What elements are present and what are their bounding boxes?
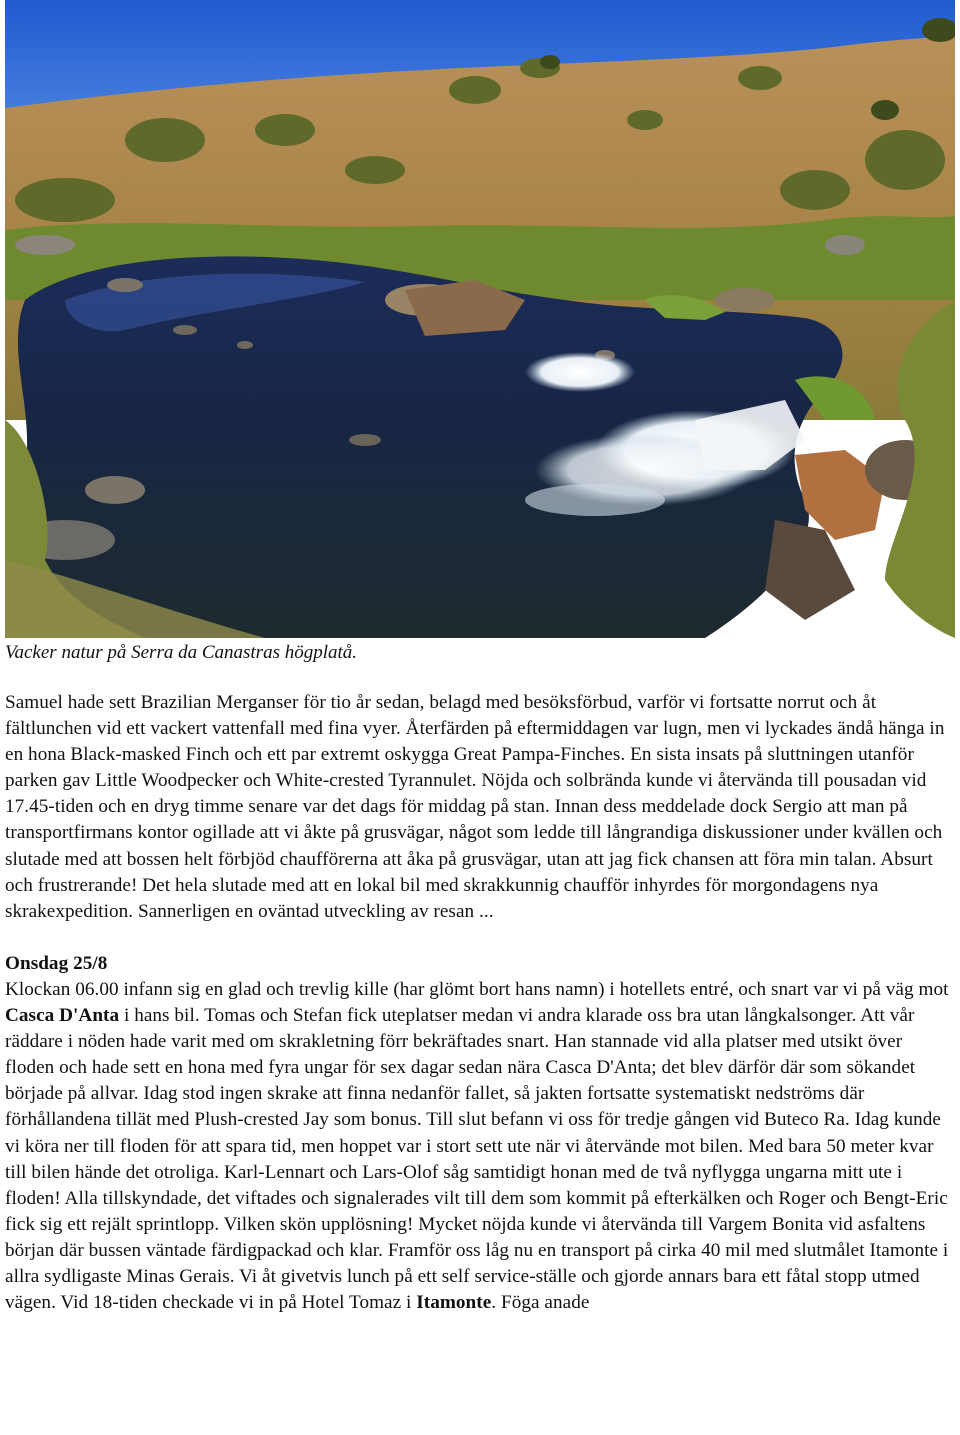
article-body (5, 690, 955, 1316)
place-casca-danta: Casca D'Anta (5, 1005, 120, 1027)
photo-caption: Vacker natur på Serra da Canastras högplatå. (5, 642, 358, 663)
landscape-photo (5, 0, 955, 638)
paragraph-1: Samuel hade sett Brazilian Merganser för tio år sedan, belagd med besöksförbud, varför vi fortsatte norrut och åt fältlunchen vid ett vackert vattenfall med fina vyer. Återfärden på eftermiddagen var lugn, men vi lyckades ändå hänga in en hona Black-masked Finch och ett par extremt oskygga Great Pampa-Finches. En sista insats på sluttningen utanför parken gav Little Woodpecker och White-crested Tyrannulet. Nöjda och solbrända kunde vi återvända till pousadan vid 17.45-tiden och en dryg timme senare var det dags för middag på stan. Innan dess meddelade dock Sergio att man på transportfirmans kontor ogillade att vi åkte på grusvägar, något som ledde till långrandiga diskussioner under kvällen och slutade med att bossen helt förbjöd chaufförerna att åka på grusvägar, utan att jag fick chansen att föra min talan. Absurt och frustrerande! Det hela slutade med att en lokal bil med skrakkunnig chaufför inhyrdes för morgondagens nya skrakexpedition. Sannerligen en oväntad utveckling av resan ... (5, 692, 945, 922)
paragraph-gap (5, 925, 955, 951)
place-itamonte: Itamonte (416, 1292, 492, 1314)
paragraph-2-part-1: Klockan 06.00 infann sig en glad och trevlig kille (har glömt bort hans namn) i hotellets entré, och snart var vi på väg mot (5, 978, 949, 1000)
day-heading: Onsdag 25/8 (5, 952, 108, 974)
paragraph-2-part-3: . Föga anade (491, 1292, 590, 1314)
paragraph-2-part-2: i hans bil. Tomas och Stefan fick uteplatser medan vi andra klarade oss bra utan långkalsonger. Att vår räddare i nöden hade varit med om skrakletning förr bekräftades snart. Han stannade vid alla platser med utsikt över floden och hade sett en hona med fyra ungar för sex dagar sedan nära Casca D'Anta; det blev därför där som sökandet började på allvar. Idag stod ingen skrake att finna nedanför fallet, så jakten fortsatte systematiskt nedströms där förhållandena tillät med Plush-crested Jay som bonus. Till slut befann vi oss för tredje gången vid Buteco Ra. Idag kunde vi köra ner till floden för att spara tid, men hoppet var i stort sett ute när vi återvände mot bilen. Med bara 50 meter kvar till bilen hände det otroliga. Karl-Lennart och Lars-Olof såg samtidigt honan med de två nyflygga ungarna mitt ute i floden! Alla tillskyndade, det viftades och signalerades vilt till dem som kommit på efterkälken och Roger och Bengt-Eric fick sig ett rejält sprintlopp. Vilken skön upplösning! Mycket nöjda kunde vi återvända till Vargem Bonita vid asfaltens början där bussen väntade färdigpackad och klar. Framför oss låg nu en transport på cirka 40 mil med slutmålet Itamonte i allra sydligaste Minas Gerais. Vi åt givetvis lunch på ett self service-ställe och gjorde annars bara ett fåtal stopp utmed vägen. Vid 18-tiden checkade vi in på Hotel Tomaz i (5, 1005, 949, 1314)
paragraph-2 (5, 977, 955, 1316)
